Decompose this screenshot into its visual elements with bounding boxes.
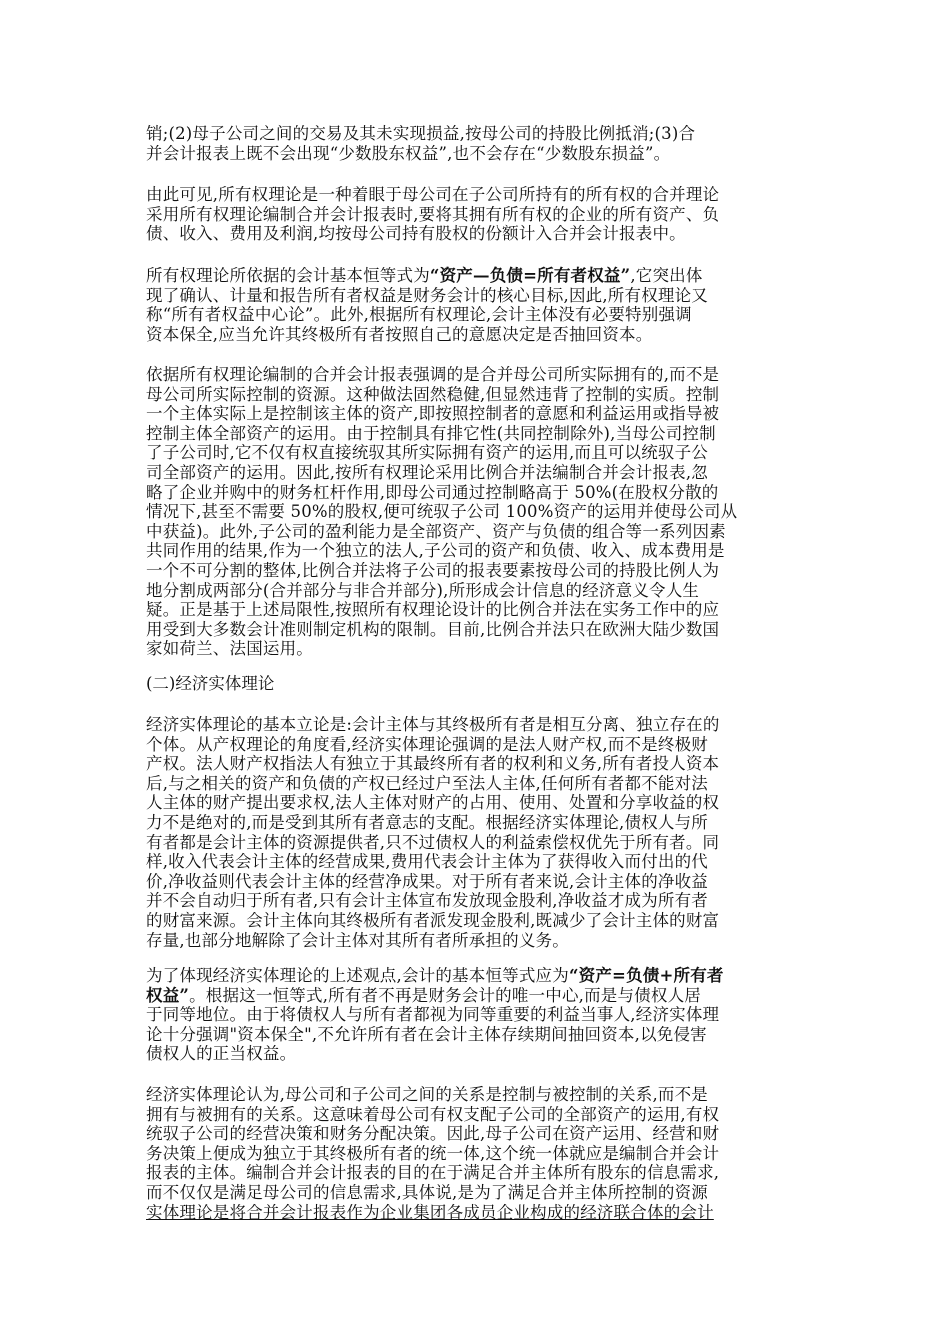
text-line: 用受到大多数会计准则制定机构的限制。目前,比例合并法只在欧洲大陆少数国 (146, 619, 720, 639)
text-line: 略了企业并购中的财务杠杆作用,即母公司通过控制略高于 50%(在股权分散的 (146, 482, 719, 502)
text-line: 样,收入代表会计主体的经营成果,费用代表会计主体为了获得收入而付出的代 (146, 852, 708, 872)
text-run: 为了体现经济实体理论的上述观点,会计的基本恒等式应为 (146, 966, 569, 985)
text-line: 后,与之相关的资产和负债的产权已经过户至法人主体,任何所有者都不能对法 (146, 773, 708, 793)
text-line: 于同等地位。由于将债权人与所有者都视为同等重要的利益当事人,经济实体理 (146, 1005, 720, 1025)
equation-bold: 权益” (146, 985, 190, 1005)
text-line: 中获益)。此外,子公司的盈利能力是全部资产、资产与负债的组合等一系列因素 (146, 521, 726, 541)
section-heading: (二)经济实体理论 (146, 674, 275, 693)
paragraph-2 (146, 185, 810, 244)
text-line: 疑。正是基于上述局限性,按照所有权理论设计的比例合并法在实务工作中的应 (146, 600, 720, 620)
text-line: 称“所有者权益中心论”。此外,根据所有权理论,会计主体没有必要特别强调 (146, 305, 692, 325)
text-line: 存量,也部分地解除了会计主体对其所有者所承担的义务。 (146, 930, 569, 950)
text-line (146, 266, 810, 286)
text-line: 控制主体全部资产的运用。由于控制具有排它性(共同控制除外),当母公司控制 (146, 423, 716, 443)
text-line: 债、收入、费用及利润,均按母公司持有股权的份额计入合并会计报表中。 (146, 224, 686, 244)
text-line: 统驭子公司的经营决策和财务分配决策。因此,母子公司在资产运用、经营和财 (146, 1124, 720, 1144)
text-line: 家如荷兰、法国运用。 (146, 639, 313, 659)
text-line: 个体。从产权理论的角度看,经济实体理论强调的是法人财产权,而不是终极财 (146, 734, 708, 754)
text-line: 了子公司时,它不仅有权直接统驭其所实际拥有资产的运用,而且可以统驭子公 (146, 443, 708, 463)
paragraph-6 (146, 966, 810, 1064)
text-line: 而不仅仅是满足母公司的信息需求,具体说,是为了满足合并主体所控制的资源 (146, 1182, 708, 1202)
text-line: 地分割成两部分(合并部分与非合并部分),所形成会计信息的经济意义令人生 (146, 580, 700, 600)
text-line: 情况下,甚至不需要 50%的股权,便可统驭子公司 100%资产的运用并使母公司从 (146, 502, 738, 522)
paragraph-7 (146, 1085, 810, 1222)
text-line: 现了确认、计量和报告所有者权益是财务会计的核心目标,因此,所有权理论又 (146, 285, 708, 305)
text-line: 经济实体理论的基本立论是:会计主体与其终极所有者是相互分离、独立存在的 (146, 715, 720, 734)
underlined-text-line: 实体理论是将合并会计报表作为企业集团各成员企业构成的经济联合体的会计 (146, 1202, 714, 1222)
text-line: 务决策上便成为独立于其终极所有者的统一体,这个统一体就应是编制合并会计 (146, 1143, 720, 1163)
paragraph-1 (146, 124, 810, 163)
text-line: 司全部资产的运用。因此,按所有权理论采用比例合并法编制合并会计报表,忽 (146, 462, 708, 482)
text-line: 共同作用的结果,作为一个独立的法人,子公司的资产和负债、收入、成本费用是 (146, 541, 725, 561)
text-line: 论十分强调"资本保全",不允许所有者在会计主体存续期间抽回资本,以免侵害 (146, 1024, 707, 1044)
text-run: 所有权理论所依据的会计基本恒等式为 (146, 266, 430, 285)
text-line: 价,净收益则代表会计主体的经营净成果。对于所有者来说,会计主体的净收益 (146, 871, 708, 891)
paragraph-3 (146, 266, 810, 344)
text-line (146, 966, 810, 986)
text-line: 资本保全,应当允许其终极所有者按照自己的意愿决定是否抽回资本。 (146, 324, 653, 344)
text-line: 人主体的财产提出要求权,法人主体对财产的占用、使用、处置和分享收益的权 (146, 793, 720, 813)
equation-bold: “资产—负债=所有者权益” (429, 266, 631, 285)
text-line: 产权。法人财产权指法人有独立于其最终所有者的权利和义务,所有者投人资本 (146, 754, 720, 774)
text-line: 有者都是会计主体的资源提供者,只不过债权人的利益索偿权优先于所有者。同 (146, 832, 720, 852)
text-line: 销;(2)母子公司之间的交易及其未实现损益,按母公司的持股比例抵消;(3)合 (146, 124, 696, 143)
text-line: 一个主体实际上是控制该主体的资产,即按照控制者的意愿和利益运用或指导被 (146, 404, 720, 424)
paragraph-5 (146, 715, 810, 950)
text-line: 报表的主体。编制合并会计报表的目的在于满足合并主体所有股东的信息需求, (146, 1163, 720, 1183)
text-run: ,它突出体 (630, 266, 703, 285)
text-line: 经济实体理论认为,母公司和子公司之间的关系是控制与被控制的关系,而不是 (146, 1085, 708, 1104)
text-line: 并会计报表上既不会出现“少数股东权益”,也不会存在“少数股东损益”。 (146, 143, 671, 163)
text-line: 力不是绝对的,而是受到其所有者意志的支配。根据经济实体理论,债权人与所 (146, 812, 708, 832)
equation-bold: “资产=负债+所有者 (568, 966, 724, 985)
text-line: 母公司所实际控制的资源。这种做法固然稳健,但显然违背了控制的实质。控制 (146, 384, 720, 404)
text-line: 拥有与被拥有的关系。这意味着母公司有权支配子公司的全部资产的运用,有权 (146, 1104, 720, 1124)
paragraph-4 (146, 365, 810, 659)
text-line: 一个不可分割的整体,比例合并法将子公司的报表要素按母公司的持股比例人为 (146, 560, 720, 580)
text-line: 依据所有权理论编制的合并会计报表强调的是合并母公司所实际拥有的,而不是 (146, 365, 720, 384)
text-line (146, 986, 810, 1006)
text-run: 。根据这一恒等式,所有者不再是财务会计的唯一中心,而是与债权人居 (189, 985, 701, 1005)
text-line: 并不会自动归于所有者,只有会计主体宣布发放现金股利,净收益才成为所有者 (146, 891, 708, 911)
text-line: 由此可见,所有权理论是一种着眼于母公司在子公司所持有的所有权的合并理论 (146, 185, 720, 204)
text-line: 采用所有权理论编制合并会计报表时,要将其拥有所有权的企业的所有资产、负 (146, 204, 720, 224)
text-line: 的财富来源。会计主体向其终极所有者派发现金股利,既减少了会计主体的财富 (146, 910, 720, 930)
text-line: 债权人的正当权益。 (146, 1044, 297, 1064)
